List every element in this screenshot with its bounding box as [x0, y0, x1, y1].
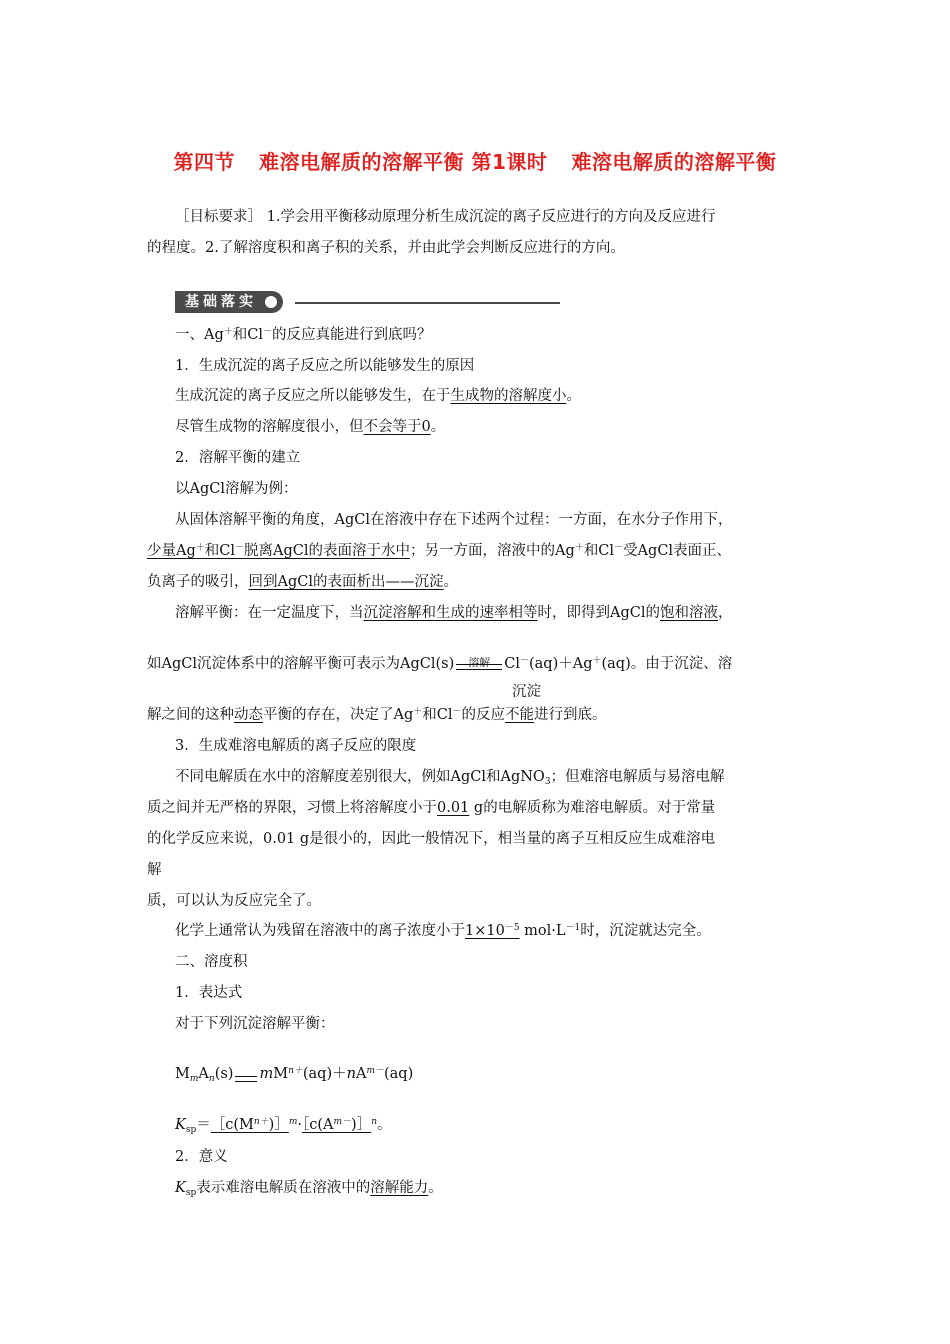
reversible-arrow-icon: 溶解	[454, 654, 504, 674]
title-section: 第四节	[173, 150, 236, 174]
subsection-2-1-heading: 1．表达式	[175, 985, 243, 1001]
equilibrium-arrow-icon	[233, 1064, 259, 1084]
paragraph-15: 化学上通常认为残留在溶液中的离子浓度小于$1\times 10^{-5}$ $mol\cdot L^{-1}$时，沉淀就达完全。	[175, 923, 711, 939]
subsection-2-2-heading: 2．意义	[175, 1149, 228, 1165]
answer-underline: 少量Ag＋和Cl－脱离AgCl的表面溶于水中	[147, 543, 411, 559]
answer-underline: 动态	[234, 707, 263, 723]
section-badge	[175, 291, 560, 313]
badge-dot-icon	[265, 296, 277, 308]
answer-underline: $[c(A^{m-})]$	[301, 1117, 372, 1133]
subsection-1-1-heading: 1．生成沉淀的离子反应之所以能够发生的原因	[175, 358, 475, 374]
paragraph-12: 的化学反应来说，0.01 g是很小的，因此一般情况下，相当量的离子互相反应生成难溶电	[147, 831, 716, 847]
arrow-label-bottom: 沉淀	[512, 684, 541, 700]
paragraph-1: 生成沉淀的离子反应之所以能够发生，在于生成物的溶解度小。	[175, 388, 581, 404]
paragraph-2: 尽管生成物的溶解度很小，但不会等于0。	[175, 419, 446, 435]
paragraph-6: 负离子的吸引，回到AgCl的表面析出——沉淀。	[147, 574, 458, 590]
paragraph-7: 溶解平衡：在一定温度下，当沉淀溶解和生成的速率相等时，即得到AgCl的饱和溶液，	[175, 605, 733, 621]
answer-underline: $1\times 10^{-5}$	[465, 923, 520, 939]
paragraph-3: 以AgCl溶解为例：	[175, 481, 298, 497]
paragraph-11: 质之间并无严格的界限，习惯上将溶解度小于0.01 g的电解质称为难溶电解质。对于常量	[147, 800, 716, 816]
paragraph-17: $K_{sp}$表示难溶电解质在溶液中的溶解能力。	[175, 1180, 443, 1198]
paragraph-8: 如AgCl沉淀体系中的溶解平衡可表示为AgCl(s) 溶解 Cl－(aq)＋Ag＋(aq)。由于沉淀、溶	[147, 656, 733, 672]
answer-underline: 溶解能力	[370, 1180, 429, 1196]
section-2-heading: 二、溶度积	[175, 954, 248, 970]
answer-underline: 不会等于0	[363, 419, 431, 435]
title-topic: 难溶电解质的溶解平衡	[571, 150, 777, 174]
paragraph-16: 对于下列沉淀溶解平衡：	[175, 1016, 335, 1032]
badge-rule	[295, 302, 560, 304]
answer-underline: 回到AgCl的表面析出——	[248, 574, 415, 590]
badge-label	[175, 291, 283, 313]
paragraph-14: 质，可以认为反应完全了。	[147, 893, 321, 909]
paragraph-5: 少量Ag＋和Cl－脱离AgCl的表面溶于水中；另一方面，溶液中的Ag＋和Cl－受AgCl表面正、	[147, 543, 732, 559]
goal-line-1: ［目标要求］ 1.学会用平衡移动原理分析生成沉淀的离子反应进行的方向及反应进行	[175, 209, 716, 225]
goal-line-2: 的程度。2.了解溶度积和离子积的关系，并由此学会判断反应进行的方向。	[147, 240, 625, 256]
badge-text: 基础落实	[185, 294, 257, 310]
answer-underline: 0.01	[437, 800, 470, 816]
answer-underline: 饱和溶液	[660, 605, 718, 621]
title-lesson: 难溶电解质的溶解平衡 第1课时	[259, 150, 548, 174]
paragraph-10: 不同电解质在水中的溶解度差别很大，例如AgCl和AgNO$_3$；但难溶电解质与易溶电解	[175, 769, 725, 787]
subsection-1-3-heading: 3．生成难溶电解质的离子反应的限度	[175, 738, 417, 754]
paragraph-4: 从固体溶解平衡的角度，AgCl在溶液中存在下述两个过程：一方面，在水分子作用下，	[175, 512, 733, 528]
subsection-1-2-heading: 2．溶解平衡的建立	[175, 450, 301, 466]
answer-underline: 沉淀溶解和生成的速率相等	[363, 605, 538, 621]
paragraph-9: 解之间的这种动态平衡的存在，决定了Ag＋和Cl－的反应不能进行到底。	[147, 707, 607, 723]
paragraph-13: 解	[147, 862, 162, 878]
ksp-expression: $K_{sp}=[c(M^{n+})]^m\cdot[c(A^{m-})]^n$。	[175, 1117, 392, 1135]
answer-underline: 不能	[505, 707, 535, 723]
answer-underline: $[c(M^{n+})]$	[210, 1117, 289, 1133]
answer-underline: 沉淀	[414, 574, 444, 590]
page-title	[0, 146, 950, 175]
equilibrium-equation: $M_mA_n(s)$ $mM^{n+}(aq)+nA^{m-}(aq)$	[175, 1066, 414, 1084]
section-1-heading: 一、Ag＋和Cl－的反应真能进行到底吗？	[175, 327, 432, 343]
answer-underline: 生成物的溶解度小	[450, 388, 567, 404]
